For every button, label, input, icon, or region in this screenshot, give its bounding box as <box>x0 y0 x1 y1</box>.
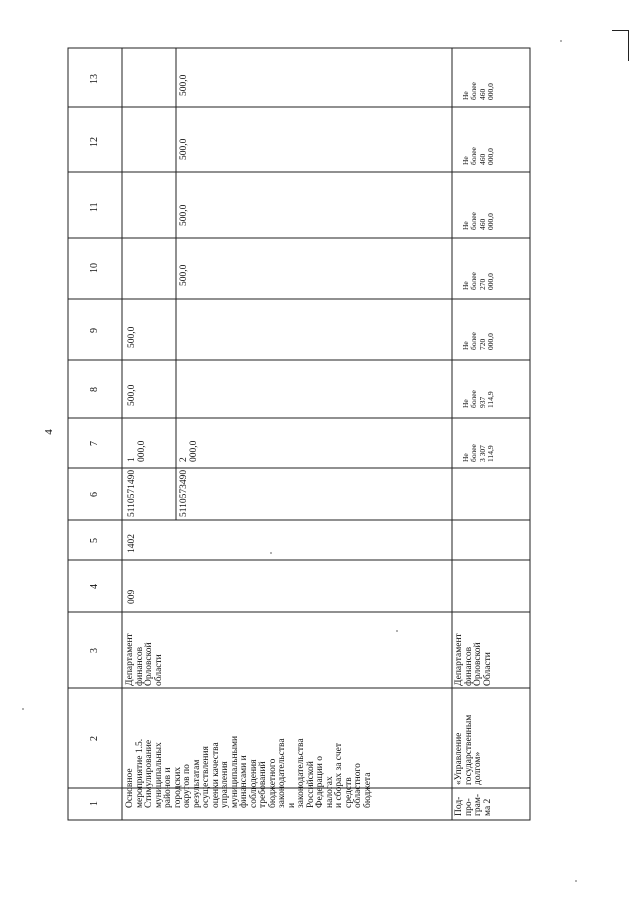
page-number: 4 <box>42 429 55 435</box>
scan-speck <box>22 708 24 710</box>
scan-speck <box>575 880 577 882</box>
scan-speck <box>560 40 562 42</box>
scan-speck <box>396 630 398 632</box>
scan-speck <box>270 552 272 554</box>
